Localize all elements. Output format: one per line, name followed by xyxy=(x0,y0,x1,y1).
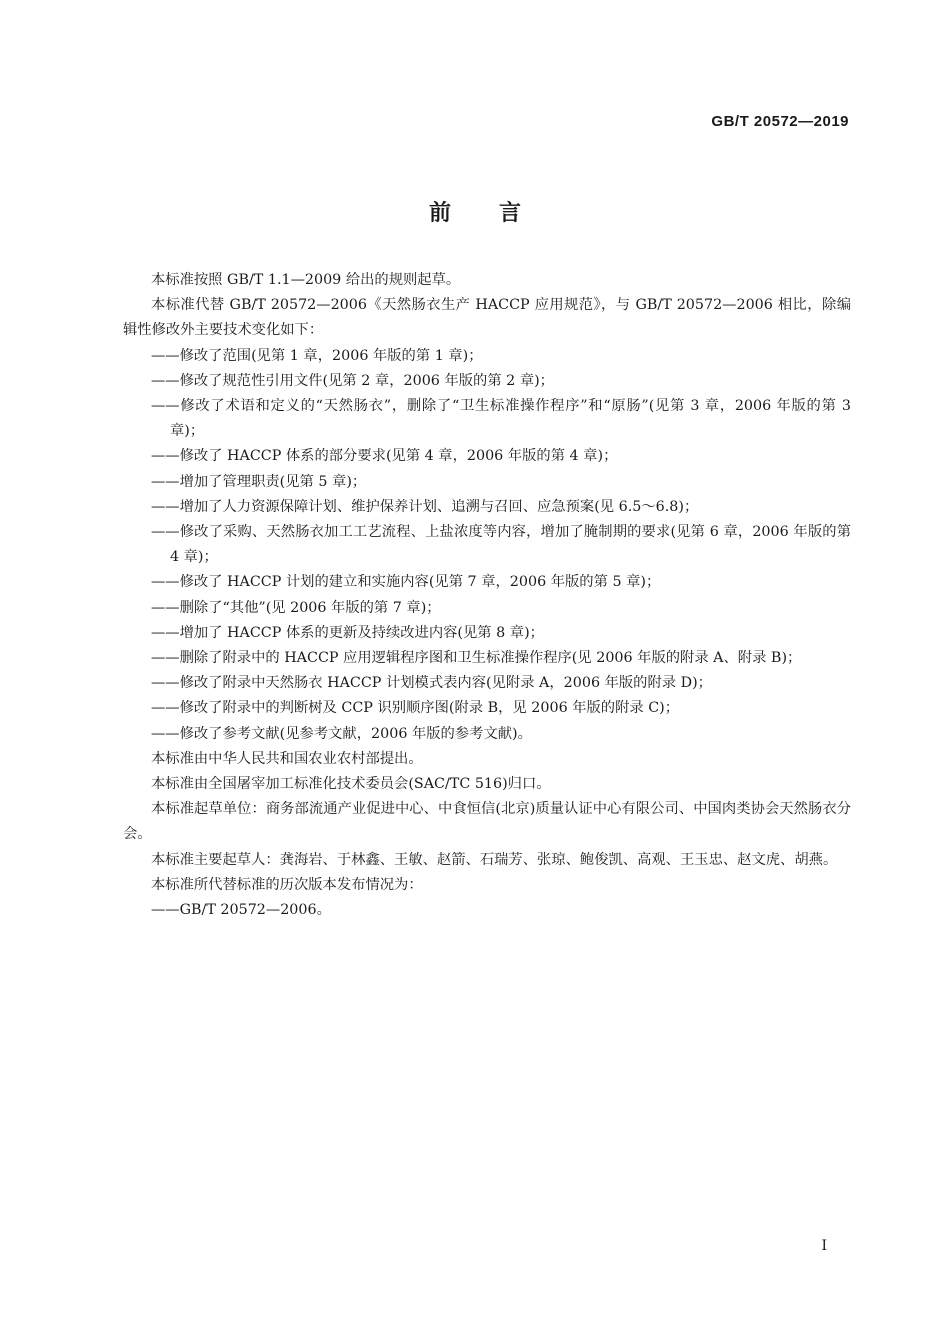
change-item: ——修改了采购、天然肠衣加工工艺流程、上盐浓度等内容，增加了腌制期的要求(见第 6 章，2006 年版的第 4 章)； xyxy=(151,524,851,566)
title-char-1: 前 xyxy=(428,201,451,226)
foreword-body xyxy=(123,268,851,923)
paragraph-committee: 本标准由全国屠宰加工标准化技术委员会(SAC/TC 516)归口。 xyxy=(151,776,551,793)
change-item: ——修改了参考文献(见参考文献，2006 年版的参考文献)。 xyxy=(151,725,532,742)
paragraph-drafters: 本标准主要起草人：龚海岩、于林鑫、王敏、赵箭、石瑞芳、张琼、鲍俊凯、高观、王玉忠、赵文虎、胡燕。 xyxy=(151,851,838,868)
change-item: ——增加了 HACCP 体系的更新及持续改进内容(见第 8 章)； xyxy=(151,624,544,641)
change-item: ——修改了附录中的判断树及 CCP 识别顺序图(附录 B，见 2006 年版的附录 C)； xyxy=(151,700,680,717)
page-title xyxy=(0,196,950,227)
page-number: I xyxy=(821,1238,827,1254)
title-char-2: 言 xyxy=(499,201,522,226)
change-item: ——修改了术语和定义的“天然肠衣”，删除了“卫生标准操作程序”和“原肠”(见第 3 章，2006 年版的第 3 章)； xyxy=(151,398,851,440)
change-item: ——修改了附录中天然肠衣 HACCP 计划模式表内容(见附录 A，2006 年版的附录 D)； xyxy=(151,675,712,692)
change-item: ——修改了 HACCP 计划的建立和实施内容(见第 7 章，2006 年版的第 5 章)； xyxy=(151,574,661,591)
change-item: ——增加了人力资源保障计划、维护保养计划、追溯与召回、应急预案(见 6.5～6.8)； xyxy=(151,498,699,515)
change-item: ——删除了“其他”(见 2006 年版的第 7 章)； xyxy=(151,599,441,616)
history-item: ——GB/T 20572—2006。 xyxy=(151,902,331,919)
paragraph-drafting-units: 本标准起草单位：商务部流通产业促进中心、中食恒信(北京)质量认证中心有限公司、中国肉类协会天然肠衣分会。 xyxy=(123,801,851,843)
change-item: ——修改了 HACCP 体系的部分要求(见第 4 章，2006 年版的第 4 章)； xyxy=(151,448,618,465)
standard-code: GB/T 20572—2019 xyxy=(711,113,849,130)
paragraph-proposer: 本标准由中华人民共和国农业农村部提出。 xyxy=(151,750,423,767)
paragraph-drafting-rules: 本标准按照 GB/T 1.1—2009 给出的规则起草。 xyxy=(151,272,461,288)
change-item: ——增加了管理职责(见第 5 章)； xyxy=(151,473,367,490)
change-item: ——删除了附录中的 HACCP 应用逻辑程序图和卫生标准操作程序(见 2006 年版的附录 A、附录 B)； xyxy=(151,650,802,667)
paragraph-replacement: 本标准代替 GB/T 20572—2006《天然肠衣生产 HACCP 应用规范》，与 GB/T 20572—2006 相比，除编辑性修改外主要技术变化如下： xyxy=(123,297,851,339)
paragraph-history-intro: 本标准所代替标准的历次版本发布情况为： xyxy=(151,876,423,893)
change-item: ——修改了范围(见第 1 章，2006 年版的第 1 章)； xyxy=(151,347,483,364)
change-item: ——修改了规范性引用文件(见第 2 章，2006 年版的第 2 章)； xyxy=(151,372,554,389)
